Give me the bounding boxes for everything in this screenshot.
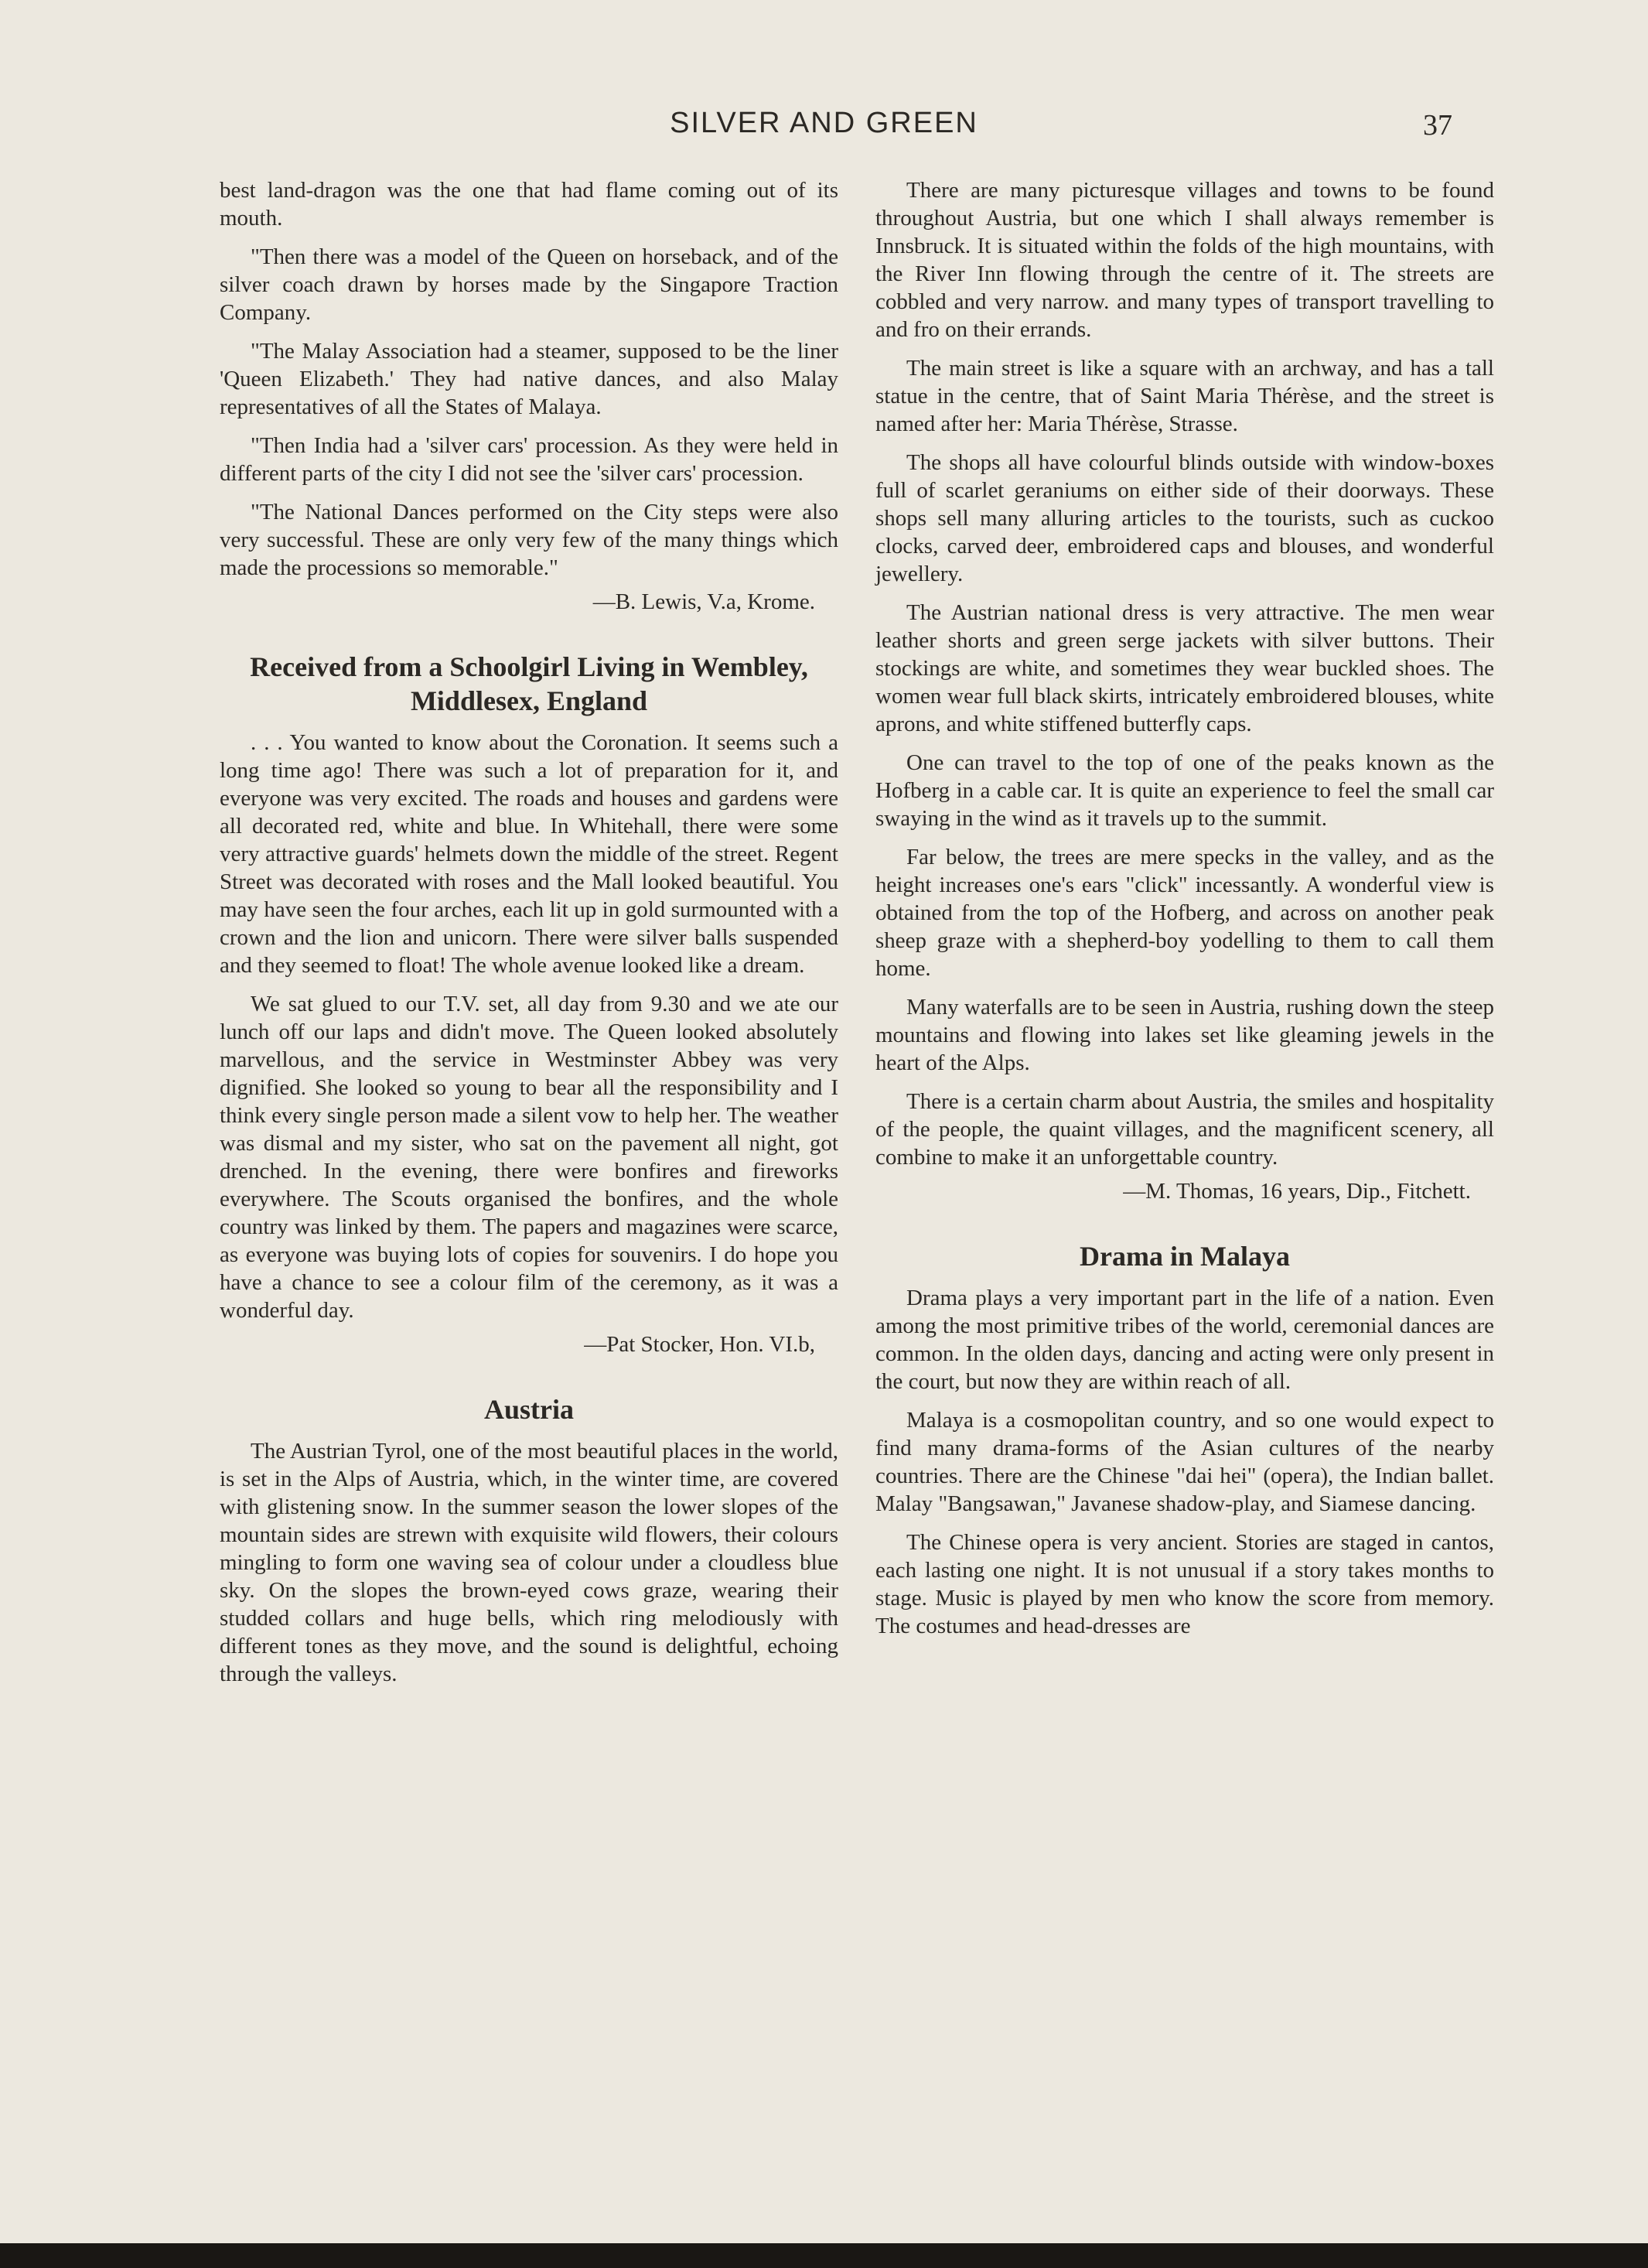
article-heading: Drama in Malaya <box>1080 1241 1290 1272</box>
paragraph: There are many picturesque villages and towns to be found throughout Austria, but one which I shall always remember is Innsbruck. It is situated within the folds of the high mountains, with the River Inn flowing through the centre of it. The streets are cobbled and very narrow. and many types of transport travelling to and fro on their errands. <box>875 178 1494 342</box>
paragraph: "The Malay Association had a steamer, supposed to be the liner 'Queen Elizabeth.' They had native dances, and also Malay representatives of all the States of Malaya. <box>220 339 838 419</box>
paragraph: We sat glued to our T.V. set, all day from 9.30 and we ate our lunch off our laps and didn't move. The Queen looked absolutely marvellous, and the service in Westminster Abbey was very dignified. She looked so young to bear all the responsibility and I think every single person made a silent vow to help her. The weather was dismal and my sister, who sat on the pavement all night, got drenched. In the evening, there were bonfires and fireworks everywhere. The Scouts organised the bonfires, and the whole country was linked by them. The papers and magazines were scarce, as everyone was buying lots of copies for souvenirs. I do hope you have a chance to see a colour film of the ceremony, as it was a wonderful day. <box>220 992 838 1323</box>
article-heading: Austria <box>484 1394 574 1425</box>
page-number: 37 <box>1423 109 1452 142</box>
paragraph: The shops all have colourful blinds outside with window-boxes full of scarlet geraniums on either side of their doorways. These shops sell many alluring articles to the tourists, such as cuckoo clocks, carved deer, embroidered caps and blouses, and wonderful jewellery. <box>875 450 1494 586</box>
scan-bottom-edge <box>0 2243 1648 2268</box>
paragraph: There is a certain charm about Austria, the smiles and hospitality of the people, the quaint villages, and the magnificent scenery, all combine to make it an unforgettable country. <box>875 1089 1494 1170</box>
author-signature: —B. Lewis, V.a, Krome. <box>592 589 815 614</box>
author-signature: —Pat Stocker, Hon. VI.b, <box>584 1332 815 1357</box>
paragraph: The Austrian Tyrol, one of the most beautiful places in the world, is set in the Alps of Austria, which, in the winter time, are covered with glistening snow. In the summer season the lower slopes of the mountain sides are strewn with exquisite wild flowers, their colours mingling to form one waving sea of colour under a cloudless blue sky. On the slopes the brown-eyed cows graze, wearing their studded collars and huge bells, which ring melodiously with different tones as they move, and the sound is delightful, echoing through the valleys. <box>220 1439 838 1686</box>
paragraph: The Austrian national dress is very attractive. The men wear leather shorts and green serge jackets with silver buttons. Their stockings are white, and sometimes they wear buckled shoes. The women wear full black skirts, intricately embroidered blouses, white aprons, and white stiffened butterfly caps. <box>875 600 1494 736</box>
paragraph: "Then there was a model of the Queen on horseback, and of the silver coach drawn by horses made by the Singapore Traction Company. <box>220 244 838 325</box>
paragraph: Malaya is a cosmopolitan country, and so one would expect to find many drama-forms of the Asian cultures of the nearby countries. There are the Chinese "dai hei" (opera), the Indian ballet. Malay "Bangsawan," Javanese shadow-play, and Siamese dancing. <box>875 1408 1494 1516</box>
paragraph: best land-dragon was the one that had flame coming out of its mouth. <box>220 178 838 231</box>
author-signature: —M. Thomas, 16 years, Dip., Fitchett. <box>1123 1179 1471 1204</box>
paragraph: "The National Dances performed on the City steps were also very successful. These are only very few of the many things which made the processions so memorable." <box>220 500 838 580</box>
right-column <box>875 176 1494 1651</box>
paragraph: The main street is like a square with an archway, and has a tall statue in the centre, that of Saint Maria Thérèse, and the street is named after her: Maria Thérèse, Strasse. <box>875 356 1494 436</box>
paragraph: "Then India had a 'silver cars' procession. As they were held in different parts of the city I did not see the 'silver cars' procession. <box>220 433 838 486</box>
paragraph: One can travel to the top of one of the peaks known as the Hofberg in a cable car. It is quite an experience to feel the small car swaying in the wind as it travels up to the summit. <box>875 750 1494 831</box>
left-column <box>220 176 838 1699</box>
article-heading: Received from a Schoolgirl Living in Wembley, Middlesex, England <box>250 651 808 716</box>
paragraph: . . . You wanted to know about the Coronation. It seems such a long time ago! There was such a lot of preparation for it, and everyone was very excited. The roads and houses and gardens were all decorated red, white and blue. In Whitehall, there were some very attractive guards' helmets down the middle of the street. Regent Street was decorated with roses and the Mall looked beautiful. You may have seen the four arches, each lit up in gold surmounted with a crown and the lion and unicorn. There were silver balls suspended and they seemed to float! The whole avenue looked like a dream. <box>220 730 838 978</box>
paragraph: Far below, the trees are mere specks in the valley, and as the height increases one's ears "click" incessantly. A wonderful view is obtained from the top of the Hofberg, and across on another peak sheep graze with a shepherd-boy yodelling to them to call them home. <box>875 845 1494 981</box>
paragraph: Many waterfalls are to be seen in Austria, rushing down the steep mountains and flowing into lakes set like gleaming jewels in the heart of the Alps. <box>875 995 1494 1075</box>
paragraph: Drama plays a very important part in the life of a nation. Even among the most primitive tribes of the world, ceremonial dances are common. In the olden days, dancing and acting were only present in the court, but now they are within reach of all. <box>875 1286 1494 1394</box>
paragraph: The Chinese opera is very ancient. Stories are staged in cantos, each lasting one night. It is not unusual if a story takes months to stage. Music is played by men who know the score from memory. The costumes and head-dresses are <box>875 1530 1494 1638</box>
running-title: SILVER AND GREEN <box>670 107 978 139</box>
